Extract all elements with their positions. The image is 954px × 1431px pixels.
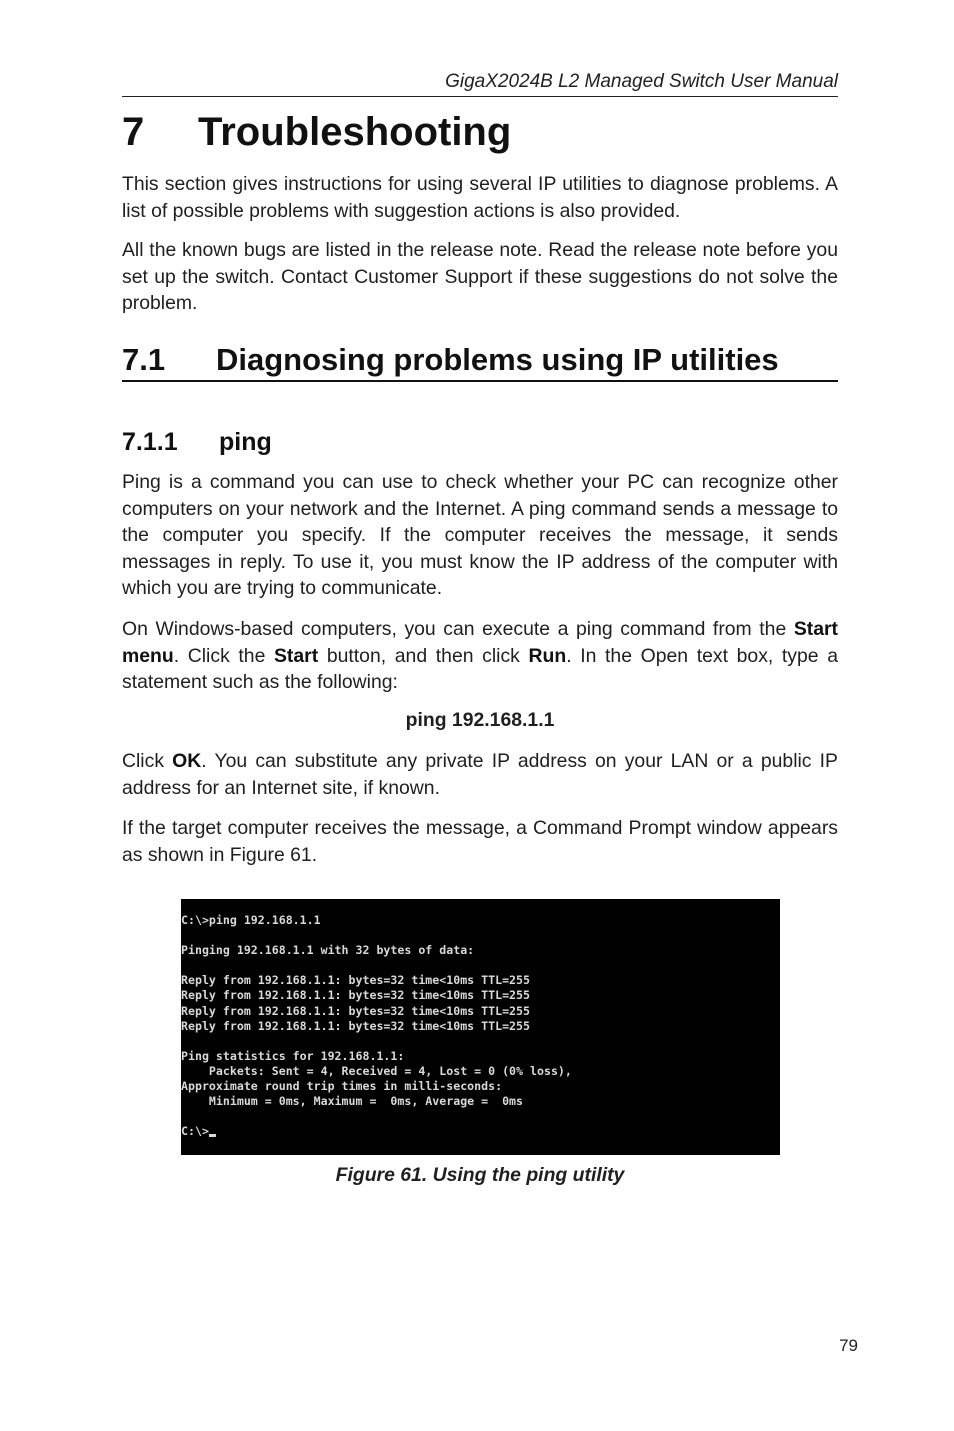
console-line	[181, 1109, 780, 1124]
section-title	[122, 342, 838, 382]
page-number: 79	[839, 1336, 858, 1355]
instr-text-3: button, and then click	[318, 644, 529, 667]
instr-text-1: On Windows-based computers, you can execute a ping command from the	[122, 618, 794, 640]
console-line: C:\>ping 192.168.1.1	[181, 913, 321, 927]
console-line: Packets: Sent = 4, Received = 4, Lost = 0 (0% loss),	[181, 1063, 572, 1078]
instr-text-2: . Click the	[173, 644, 274, 667]
ok-text-1: Click	[122, 750, 173, 772]
console-line: Reply from 192.168.1.1: bytes=32 time<10ms TTL=255	[181, 988, 531, 1003]
run-term: Run	[528, 644, 567, 667]
start-menu-term: Start menu	[122, 618, 838, 667]
section-title-text: Diagnosing problems using IP utilities	[216, 342, 779, 377]
console-line: Minimum = 0ms, Maximum = 0ms, Average = 0ms	[181, 1094, 524, 1109]
command-prompt-screenshot	[181, 899, 780, 1155]
console-prompt: C:\>	[181, 1124, 209, 1139]
ping-command-example: ping 192.168.1.1	[405, 709, 555, 731]
figure-reference-paragraph: If the target computer receives the message, a Command Prompt window appears as shown in Figure 61.	[122, 817, 838, 866]
start-term: Start	[274, 644, 319, 667]
click-ok-paragraph	[122, 748, 838, 801]
console-line: Approximate round trip times in milli-seconds:	[181, 1079, 503, 1094]
subsection-title	[122, 428, 272, 457]
console-prompt-line	[181, 1124, 780, 1139]
chapter-title	[122, 110, 511, 155]
intro-paragraph-1: This section gives instructions for using several IP utilities to diagnose problems. A list of possible problems with suggestion actions is also provided.	[122, 173, 838, 222]
header-rule	[122, 96, 838, 97]
console-line	[181, 928, 780, 943]
ok-text-2: . You can substitute any private IP address on your LAN or a public IP address for an Internet site, if known.	[122, 750, 838, 799]
subsection-number: 7.1.1	[122, 428, 178, 456]
console-line: Pinging 192.168.1.1 with 32 bytes of data:	[181, 943, 475, 958]
ping-description-paragraph: Ping is a command you can use to check whether your PC can recognize other computers on your network and the Internet. A ping command sends a message to the computer you specify. If the computer receives the message, it sends messages in reply. To use it, you must know the IP address of the computer with which you are trying to communicate.	[122, 471, 838, 599]
figure-caption: Figure 61. Using the ping utility	[335, 1164, 625, 1186]
section-number: 7.1	[122, 342, 166, 377]
chapter-title-text: Troubleshooting	[198, 110, 512, 154]
instr-text-4: . In the Open text box, type a statement such as the following:	[122, 644, 838, 693]
console-line: Ping statistics for 192.168.1.1:	[181, 1048, 405, 1063]
console-line	[181, 958, 780, 973]
running-header: GigaX2024B L2 Managed Switch User Manual	[445, 71, 838, 92]
console-line: Reply from 192.168.1.1: bytes=32 time<10ms TTL=255	[181, 1018, 531, 1033]
subsection-title-text: ping	[219, 428, 272, 456]
console-line	[181, 1034, 780, 1049]
console-line: Reply from 192.168.1.1: bytes=32 time<10ms TTL=255	[181, 973, 531, 988]
intro-paragraph-2: All the known bugs are listed in the release note. Read the release note before you set up the switch. Contact Customer Support if these suggestions do not solve the problem.	[122, 239, 838, 314]
ok-term: OK	[172, 750, 202, 772]
windows-instructions-paragraph	[122, 616, 838, 696]
chapter-number: 7	[122, 110, 145, 154]
console-line: Reply from 192.168.1.1: bytes=32 time<10ms TTL=255	[181, 1003, 531, 1018]
cursor-icon	[209, 1134, 216, 1137]
